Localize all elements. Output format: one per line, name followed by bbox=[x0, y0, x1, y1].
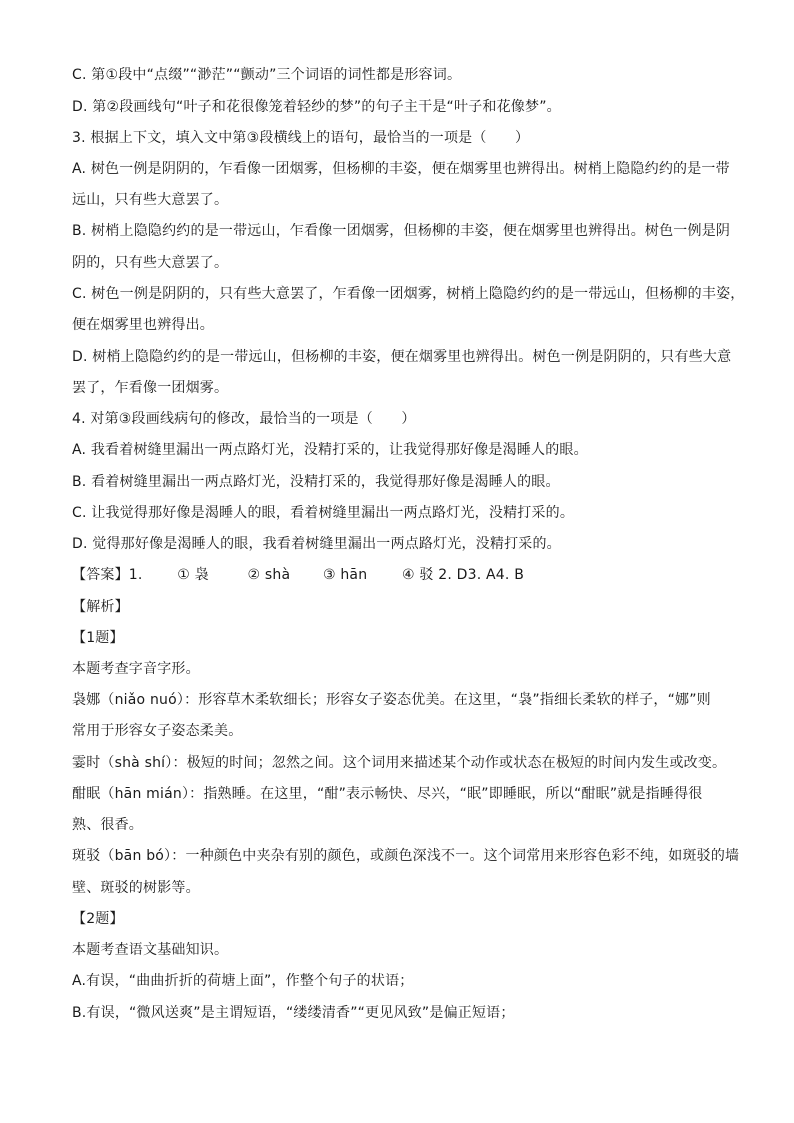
answer-text-2: shà bbox=[264, 567, 291, 583]
analysis-2-option-a: A.有误，“曲曲折折的荷塘上面”，作整个句子的状语； bbox=[72, 973, 414, 989]
subquestion-1-heading: 【1题】 bbox=[72, 630, 124, 646]
answer-item-1 bbox=[177, 566, 209, 584]
q3-option-c: C. 树色一例是阴阴的，只有些大意罢了，乍看像一团烟雾，树梢上隐隐约约的是一带远山，但杨柳的丰姿， bbox=[72, 286, 745, 302]
answer-item-4 bbox=[402, 566, 524, 584]
answer-text-1: 袅 bbox=[194, 567, 209, 583]
option-d-line: D. 第②段画线句“叶子和花很像笼着轻纱的梦”的句子主干是“叶子和花像梦”。 bbox=[72, 99, 561, 115]
answer-item-3 bbox=[323, 566, 367, 584]
q3-option-b-cont: 阴的，只有些大意罢了。 bbox=[72, 255, 229, 271]
answer-num-1: ① bbox=[177, 567, 190, 583]
q3-option-a-cont: 远山，只有些大意罢了。 bbox=[72, 192, 229, 208]
analysis-1-intro: 本题考查字音字形。 bbox=[72, 661, 200, 677]
q4-option-a: A. 我看着树缝里漏出一两点路灯光，没精打采的，让我觉得那好像是渴睡人的眼。 bbox=[72, 442, 588, 458]
question-3: 3. 根据上下文，填入文中第③段横线上的语句，最恰当的一项是（ ） bbox=[72, 130, 530, 146]
analysis-hanmian: 酣眠（hān mián）：指熟睡。在这里，“酣”表示畅快、尽兴，“眠”即睡眠，所以“酣眠”就是指睡得很 bbox=[72, 786, 703, 802]
question-4: 4. 对第③段画线病句的修改，最恰当的一项是（ ） bbox=[72, 411, 416, 427]
answer-num-4: ④ bbox=[401, 567, 415, 583]
answer-item-2 bbox=[248, 566, 291, 584]
analysis-banbo-cont: 壁、斑驳的树影等。 bbox=[72, 880, 200, 896]
q3-option-d-cont: 罢了，乍看像一团烟雾。 bbox=[72, 380, 229, 396]
answer-num-3: ③ bbox=[322, 567, 336, 583]
q3-option-d: D. 树梢上隐隐约约的是一带远山，但杨柳的丰姿，便在烟雾里也辨得出。树色一例是阴阴的，只有些大意 bbox=[72, 349, 732, 365]
q4-option-b: B. 看着树缝里漏出一两点路灯光，没精打采的，我觉得那好像是渴睡人的眼。 bbox=[72, 474, 560, 490]
q4-option-c: C. 让我觉得那好像是渴睡人的眼，看着树缝里漏出一两点路灯光，没精打采的。 bbox=[72, 505, 575, 521]
q3-option-c-cont: 便在烟雾里也辨得出。 bbox=[72, 317, 214, 333]
analysis-niaonuo: 袅娜（niǎo nuó）：形容草木柔软细长；形容女子姿态优美。在这里，“袅”指细长柔软的样子，“娜”则 bbox=[72, 692, 711, 708]
analysis-heading: 【解析】 bbox=[72, 599, 129, 615]
answer-num-2: ② bbox=[247, 567, 261, 583]
answer-label: 【答案】1. bbox=[72, 567, 143, 583]
answer-text-4: 驳 2. D3. A4. B bbox=[419, 567, 525, 583]
subquestion-2-heading: 【2题】 bbox=[72, 911, 124, 927]
analysis-banbo: 斑驳（bān bó）：一种颜色中夹杂有别的颜色，或颜色深浅不一。这个词常用来形容色彩不纯，如斑驳的墙 bbox=[72, 848, 740, 864]
analysis-2-intro: 本题考查语文基础知识。 bbox=[72, 942, 229, 958]
q3-option-b: B. 树梢上隐隐约约的是一带远山，乍看像一团烟雾，但杨柳的丰姿，便在烟雾里也辨得出。树色一例是阴 bbox=[72, 223, 731, 239]
answer-text-3: hān bbox=[340, 567, 368, 583]
q4-option-d: D. 觉得那好像是渴睡人的眼，我看着树缝里漏出一两点路灯光，没精打采的。 bbox=[72, 536, 561, 552]
answer-line bbox=[72, 566, 732, 584]
analysis-2-option-b: B.有误，“微风送爽”是主谓短语，“缕缕清香”“更见风致”是偏正短语； bbox=[72, 1005, 515, 1021]
q3-option-a: A. 树色一例是阴阴的，乍看像一团烟雾，但杨柳的丰姿，便在烟雾里也辨得出。树梢上隐隐约约的是一带 bbox=[72, 161, 730, 177]
option-c-line: C. 第①段中“点缀”“渺茫”“颤动”三个词语的词性都是形容词。 bbox=[72, 67, 462, 83]
analysis-shashi: 霎时（shà shí）：极短的时间；忽然之间。这个词用来描述某个动作或状态在极短的时间内发生或改变。 bbox=[72, 755, 727, 771]
analysis-hanmian-cont: 熟、很香。 bbox=[72, 817, 143, 833]
analysis-niaonuo-cont: 常用于形容女子姿态柔美。 bbox=[72, 723, 243, 739]
